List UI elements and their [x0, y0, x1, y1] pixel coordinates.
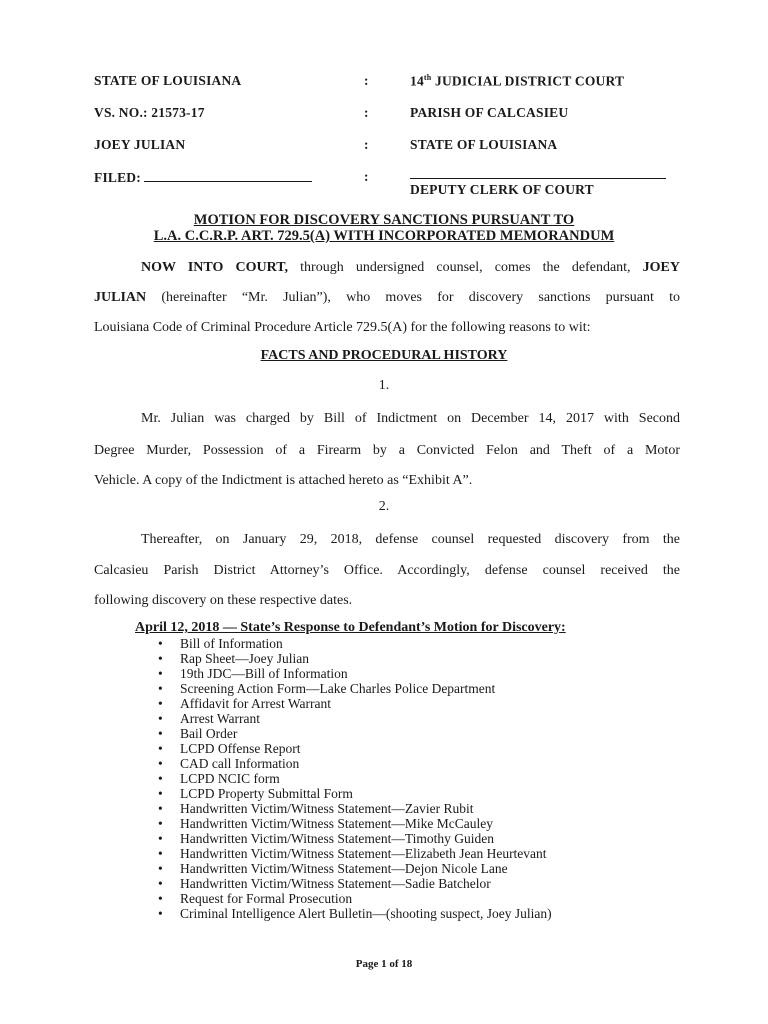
bullet-icon: • [158, 861, 163, 876]
discovery-item-text: Handwritten Victim/Witness Statement—Dejon Nicole Lane [180, 861, 508, 876]
discovery-item-text: Request for Formal Prosecution [180, 891, 353, 906]
discovery-list-item [158, 906, 552, 921]
caption-parish: PARISH OF CALCASIEU [410, 105, 569, 120]
caption-court: 14th JUDICIAL DISTRICT COURT [410, 73, 625, 89]
bullet-icon: • [158, 816, 163, 831]
discovery-item-text: Screening Action Form—Lake Charles Police Department [180, 681, 496, 696]
discovery-item-text: Handwritten Victim/Witness Statement—Elizabeth Jean Heurtevant [180, 846, 547, 861]
discovery-item-text: Handwritten Victim/Witness Statement—Timothy Guiden [180, 831, 495, 846]
caption-row-2 [94, 105, 694, 125]
paragraph-1-line-2: Degree Murder, Possession of a Firearm by a Convicted Felon and Theft of a Motor [94, 443, 680, 458]
bullet-icon: • [158, 636, 163, 651]
discovery-list-item [158, 771, 552, 786]
bullet-icon: • [158, 906, 163, 921]
intro-line-1: NOW INTO COURT, through undersigned counsel, comes the defendant, JOEY [141, 260, 681, 275]
bullet-icon: • [158, 726, 163, 741]
discovery-list-item [158, 741, 552, 756]
discovery-item-text: Criminal Intelligence Alert Bulletin—(shooting suspect, Joey Julian) [180, 906, 552, 921]
caption-row-1 [94, 73, 694, 93]
discovery-item-text: LCPD Offense Report [180, 741, 301, 756]
bullet-icon: • [158, 876, 163, 891]
discovery-list-item [158, 681, 552, 696]
bullet-icon: • [158, 846, 163, 861]
caption-colon: : [364, 105, 369, 120]
discovery-list-heading: April 12, 2018 — State’s Response to Defendant’s Motion for Discovery: [135, 620, 566, 635]
discovery-item-text: Handwritten Victim/Witness Statement—Sadie Batchelor [180, 876, 491, 891]
discovery-list [158, 636, 552, 921]
caption-defendant: JOEY JULIAN [94, 137, 186, 152]
discovery-list-item [158, 861, 552, 876]
caption-state: STATE OF LOUISIANA [94, 73, 242, 88]
motion-title-line-2: L.A. C.C.R.P. ART. 729.5(A) WITH INCORPORATED MEMORANDUM [153, 228, 615, 244]
caption-colon: : [364, 169, 369, 184]
section-heading: FACTS AND PROCEDURAL HISTORY [260, 348, 508, 363]
bullet-icon: • [158, 696, 163, 711]
discovery-list-item [158, 831, 552, 846]
bullet-icon: • [158, 681, 163, 696]
discovery-item-text: LCPD Property Submittal Form [180, 786, 353, 801]
discovery-list-item [158, 711, 552, 726]
discovery-list-item [158, 651, 552, 666]
caption-docket-number: VS. NO.: 21573-17 [94, 105, 205, 120]
paragraph-2-line-3: following discovery on these respective dates. [94, 593, 353, 608]
bullet-icon: • [158, 651, 163, 666]
motion-title [0, 212, 768, 244]
bullet-icon: • [158, 711, 163, 726]
discovery-list-item [158, 636, 552, 651]
caption-state-right: STATE OF LOUISIANA [410, 137, 558, 152]
page-footer: Page 1 of 18 [355, 958, 413, 970]
discovery-item-text: Handwritten Victim/Witness Statement—Zavier Rubit [180, 801, 474, 816]
bullet-icon: • [158, 831, 163, 846]
bullet-icon: • [158, 786, 163, 801]
intro-line-3: Louisiana Code of Criminal Procedure Article 729.5(A) for the following reasons to wit: [94, 320, 591, 335]
paragraph-2-line-1: Thereafter, on January 29, 2018, defense counsel requested discovery from the [141, 532, 680, 547]
discovery-list-item [158, 816, 552, 831]
discovery-list-item [158, 726, 552, 741]
caption-colon: : [364, 137, 369, 152]
motion-title-line-1: MOTION FOR DISCOVERY SANCTIONS PURSUANT TO [193, 212, 575, 228]
bullet-icon: • [158, 666, 163, 681]
intro-line-2: JULIAN (hereinafter “Mr. Julian”), who moves for discovery sanctions pursuant to [94, 290, 680, 305]
caption-row-3 [94, 137, 694, 157]
discovery-list-item [158, 846, 552, 861]
discovery-item-text: LCPD NCIC form [180, 771, 280, 786]
bullet-icon: • [158, 756, 163, 771]
paragraph-number-2: 2. [378, 499, 390, 514]
bullet-icon: • [158, 741, 163, 756]
paragraph-number-1: 1. [378, 378, 390, 393]
caption-colon: : [364, 73, 369, 88]
discovery-item-text: 19th JDC—Bill of Information [180, 666, 348, 681]
discovery-list-item [158, 666, 552, 681]
clerk-signature-line [410, 178, 666, 179]
caption-deputy-clerk: DEPUTY CLERK OF COURT [410, 182, 594, 197]
discovery-item-text: Arrest Warrant [180, 711, 261, 726]
discovery-item-text: Bail Order [180, 726, 238, 741]
discovery-list-item [158, 696, 552, 711]
discovery-item-text: Affidavit for Arrest Warrant [180, 696, 331, 711]
page-total: 18 [401, 958, 413, 970]
paragraph-1-line-3: Vehicle. A copy of the Indictment is attached hereto as “Exhibit A”. [94, 473, 473, 488]
caption-filed: FILED: [94, 169, 312, 186]
discovery-list-item [158, 786, 552, 801]
caption-row-5 [94, 182, 694, 202]
discovery-item-text: Bill of Information [180, 636, 283, 651]
paragraph-1-line-1: Mr. Julian was charged by Bill of Indictment on December 14, 2017 with Second [141, 411, 680, 426]
discovery-list-item [158, 891, 552, 906]
filed-signature-line [144, 169, 312, 182]
discovery-item-text: Handwritten Victim/Witness Statement—Mike McCauley [180, 816, 493, 831]
bullet-icon: • [158, 771, 163, 786]
discovery-list-item [158, 801, 552, 816]
page-number: 1 [381, 958, 387, 970]
bullet-icon: • [158, 891, 163, 906]
bullet-icon: • [158, 801, 163, 816]
discovery-item-text: Rap Sheet—Joey Julian [180, 651, 309, 666]
discovery-item-text: CAD call Information [180, 756, 300, 771]
discovery-list-item [158, 876, 552, 891]
discovery-list-item [158, 756, 552, 771]
paragraph-2-line-2: Calcasieu Parish District Attorney’s Office. Accordingly, defense counsel received the [94, 563, 680, 578]
